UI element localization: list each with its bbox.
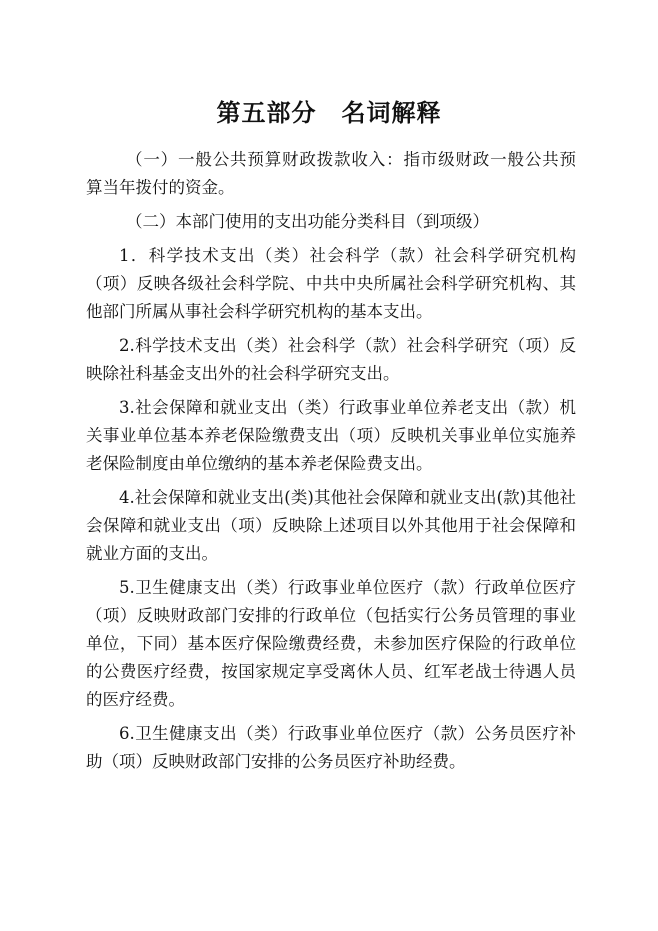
paragraph-item-4: 4.社会保障和就业支出(类)其他社会保障和就业支出(款)其他社会保障和就业支出（项）反映除上述项目以外其他用于社会保障和就业方面的支出。 (86, 488, 576, 563)
paragraph-functional-classification-heading: （二）本部门使用的支出功能分类科目（到项级） (126, 212, 489, 231)
document-body (86, 146, 576, 776)
paragraph-item-1: 1．科学技术支出（类）社会科学（款）社会科学研究机构（项）反映各级社会科学院、中共中央所属社会科学研究机构、其他部门所属从事社会科学研究机构的基本支出。 (86, 246, 576, 321)
paragraph-item-3: 3.社会保障和就业支出（类）行政事业单位养老支出（款）机关事业单位基本养老保险缴费支出（项）反映机关事业单位实施养老保险制度由单位缴纳的基本养老保险费支出。 (86, 398, 576, 473)
paragraph-item-6: 6.卫生健康支出（类）行政事业单位医疗（款）公务员医疗补助（项）反映财政部门安排的公务员医疗补助经费。 (86, 724, 576, 771)
page-title: 第五部分 名词解释 (216, 99, 442, 128)
paragraph-item-5: 5.卫生健康支出（类）行政事业单位医疗（款）行政单位医疗（项）反映财政部门安排的行政单位（包括实行公务员管理的事业单位，下同）基本医疗保险缴费经费，未参加医疗保险的行政单位的公费医疗经费，按国家规定享受离休人员、红军老战士待遇人员的医疗经费。 (86, 578, 576, 709)
paragraph-item-2: 2.科学技术支出（类）社会科学（款）社会科学研究（项）反映除社科基金支出外的社会科学研究支出。 (86, 336, 576, 383)
paragraph-general-budget-income: （一）一般公共预算财政拨款收入：指市级财政一般公共预 算当年拨付的资金。 (86, 150, 576, 197)
